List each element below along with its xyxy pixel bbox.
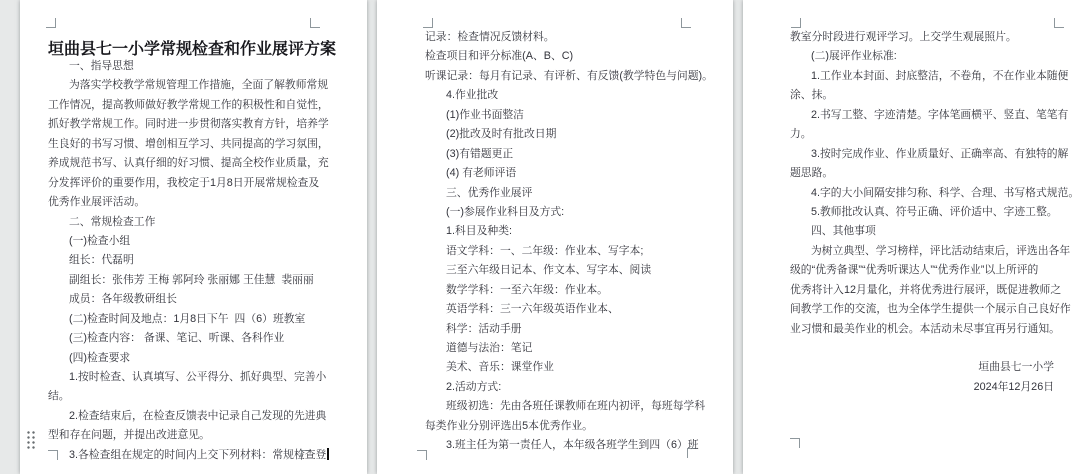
text-line[interactable] — [425, 203, 707, 222]
text-line[interactable] — [425, 320, 707, 339]
text-run: 班级初选：先由各班任课教师在班内初评，每班每学科 — [446, 400, 706, 413]
margin-mark-top-left-icon — [423, 18, 433, 28]
document-page-1[interactable] — [20, 0, 367, 474]
text-line[interactable] — [425, 28, 707, 47]
text-run: (三)检查内容： 备课、笔记、听课、各科作业 — [69, 332, 285, 345]
text-line[interactable] — [48, 368, 330, 387]
margin-mark-top-right-icon — [310, 18, 320, 28]
margin-mark-top-left-icon — [46, 18, 56, 28]
page-2-text-body[interactable] — [425, 28, 713, 456]
text-run: 2.书写工整、字迹清楚。字体笔画横平、竖直、笔笔有 — [811, 108, 1069, 121]
text-run: 垣曲县七一小学 — [978, 361, 1054, 374]
text-line[interactable] — [425, 67, 713, 86]
text-run: 养成规范书写、认真仔细的好习惯、提高全校作业质量，充 — [48, 157, 329, 170]
text-run: 结。 — [48, 390, 70, 403]
text-run: 题思路。 — [790, 167, 834, 180]
text-run: 抓好教学常规工作。同时进一步贯彻落实教育方针，培养学 — [48, 118, 329, 131]
text-line[interactable] — [425, 184, 707, 203]
text-run: 4.作业批改 — [446, 89, 499, 102]
text-run: (一)检查小组 — [69, 234, 131, 247]
text-line[interactable] — [48, 213, 330, 232]
text-line[interactable] — [790, 203, 1072, 222]
text-line[interactable] — [48, 310, 330, 329]
text-run: 间教学工作的交流，也为全体学生提供一个展示自己良好作 — [790, 303, 1071, 316]
text-run: 2024年12月26日 — [973, 380, 1054, 393]
text-run: 美术、音乐：课堂作业 — [446, 361, 554, 374]
text-run: 1.按时检查、认真填写、公平得分、抓好典型、完善小 — [69, 371, 327, 383]
text-line[interactable] — [790, 378, 1072, 397]
text-run: 数学学科：一至六年级：作业本。 — [446, 283, 608, 296]
text-run: 道德与法治：笔记 — [446, 342, 533, 354]
text-line[interactable] — [790, 184, 1080, 203]
paragraph-drag-dots-icon[interactable] — [26, 430, 36, 451]
page-1-text-body[interactable] — [48, 57, 330, 465]
text-line[interactable] — [425, 397, 707, 416]
text-run: 教室分时段进行观评学习。上交学生观展照片。 — [790, 31, 1017, 43]
text-line[interactable] — [48, 387, 330, 406]
text-run: 工作情况，提高教师做好教学常规工作的积极性和自觉性， — [48, 98, 329, 111]
text-line[interactable] — [48, 407, 330, 426]
text-line[interactable] — [48, 135, 330, 154]
text-line[interactable] — [48, 193, 330, 212]
text-run: 一、指导思想 — [69, 60, 134, 72]
text-line[interactable] — [790, 164, 1072, 183]
text-line[interactable] — [425, 106, 707, 125]
text-run: 5.教师批改认真、符号正确、评价适中、字迹工整。 — [811, 205, 1058, 218]
text-line[interactable] — [790, 222, 1072, 241]
text-line[interactable] — [48, 76, 330, 95]
text-line[interactable] — [425, 339, 707, 358]
text-line[interactable] — [48, 232, 330, 251]
text-line[interactable] — [790, 358, 1072, 377]
text-line[interactable] — [790, 339, 1072, 358]
text-run: 四、其他事项 — [811, 225, 876, 238]
text-line[interactable] — [48, 251, 330, 270]
text-line[interactable] — [425, 86, 707, 105]
text-run: 组长：代磊明 — [69, 254, 134, 267]
text-run: 每类作业分别评选出5本优秀作业。 — [425, 419, 593, 432]
text-run: 副组长：张伟芳 王梅 郭阿玲 张丽娜 王佳慧 裴丽丽 — [69, 273, 314, 286]
text-run: 听课记录：每月有记录、有评析、有反馈(教学特色与问题)。 — [425, 69, 713, 82]
text-line[interactable] — [425, 436, 707, 455]
text-run: 分发挥评价的重要作用，我校定于1月8日开展常规检查及 — [48, 176, 320, 189]
text-run: 科学：活动手册 — [446, 322, 522, 335]
text-run: 为落实学校教学常规管理工作措施，全面了解教师常规 — [69, 79, 329, 92]
text-line[interactable] — [48, 154, 330, 173]
text-line[interactable] — [425, 417, 707, 436]
text-line[interactable] — [790, 281, 1072, 300]
text-run: 英语学科：三一六年级英语作业本、 — [446, 303, 619, 316]
text-run: (四)检查要求 — [69, 351, 131, 364]
text-line[interactable] — [48, 290, 330, 309]
text-run: 2.检查结束后，在检查反馈表中记录自己发现的先进典 — [69, 409, 327, 422]
text-line[interactable] — [425, 222, 707, 241]
text-run: 三、优秀作业展评 — [446, 186, 533, 199]
margin-mark-top-right-icon — [1054, 18, 1064, 28]
text-run: (2)批改及时有批改日期 — [446, 128, 557, 141]
text-run: 优秀将计入12月量化，并将优秀进行展评，既促进教师之 — [790, 283, 1062, 296]
text-line[interactable] — [425, 47, 707, 66]
text-line[interactable] — [790, 28, 1072, 47]
document-page-2[interactable] — [377, 0, 733, 474]
document-page-3[interactable] — [743, 0, 1082, 474]
text-run: (一)参展作业科目及方式: — [446, 205, 565, 218]
text-run: 力。 — [790, 128, 812, 141]
text-line[interactable] — [790, 47, 1072, 66]
text-run: 1.工作业本封面、封底整洁，不卷角，不在作业本随便 — [811, 69, 1069, 82]
text-line[interactable] — [425, 125, 707, 144]
text-run: (4) 有老师评语 — [446, 167, 517, 180]
text-run: 3.按时完成作业、作业质量好、正确率高、有独特的解 — [811, 147, 1069, 160]
text-line[interactable] — [790, 300, 1072, 319]
text-line[interactable] — [790, 261, 1072, 280]
text-line[interactable] — [48, 57, 330, 76]
text-run: 业习惯和最美作业的机会。本活动未尽事宜再另行通知。 — [790, 322, 1060, 335]
text-line[interactable] — [425, 164, 707, 183]
margin-mark-bottom-left-icon — [790, 438, 800, 448]
text-line[interactable] — [48, 271, 330, 290]
text-run: 检查项目和评分标准(A、B、C) — [425, 50, 574, 63]
text-run: 1.科目及种类: — [446, 225, 512, 238]
text-line[interactable] — [790, 145, 1072, 164]
text-run: (二)检查时间及地点：1月8日下午 四（6）班教室 — [69, 312, 306, 325]
text-line[interactable] — [48, 329, 330, 348]
text-line[interactable] — [425, 242, 707, 261]
document-title[interactable]: 垣曲县七一小学常规检查和作业展评方案 — [48, 40, 337, 58]
text-line[interactable] — [48, 446, 330, 465]
text-line[interactable] — [790, 106, 1072, 125]
text-run: 4.字的大小间隔安排匀称、科学、合理、书写格式规范。 — [811, 186, 1080, 199]
text-line[interactable] — [790, 320, 1072, 339]
text-cursor-icon — [327, 448, 329, 460]
text-run: 语文学科：一、二年级：作业本、写字本; — [446, 244, 644, 257]
text-line[interactable] — [425, 358, 707, 377]
text-run: 三至六年级日记本、作文本、写字本、阅读 — [446, 264, 652, 277]
text-line[interactable] — [48, 96, 330, 115]
text-line[interactable] — [790, 67, 1072, 86]
text-line[interactable] — [790, 242, 1072, 261]
text-run: 2.活动方式: — [446, 380, 502, 393]
text-line[interactable] — [425, 378, 707, 397]
text-line[interactable] — [48, 349, 330, 368]
text-line[interactable] — [425, 145, 707, 164]
text-line[interactable] — [425, 300, 707, 319]
text-run: 优秀作业展评活动。 — [48, 196, 146, 209]
text-run: (3)有错题更正 — [446, 147, 514, 160]
text-line[interactable] — [790, 125, 1072, 144]
margin-mark-top-right-icon — [681, 18, 691, 28]
text-run: 记录：检查情况反馈材料。 — [425, 31, 555, 43]
text-line[interactable] — [425, 281, 707, 300]
text-line[interactable] — [790, 86, 1072, 105]
text-line[interactable] — [425, 261, 707, 280]
text-line[interactable] — [48, 426, 330, 445]
margin-mark-top-left-icon — [791, 18, 801, 28]
text-line[interactable] — [48, 174, 330, 193]
text-run: 3.各检查组在规定的时间内上交下列材料：常规检查登 — [69, 448, 327, 461]
text-run: 涂、抹。 — [790, 89, 834, 102]
text-run: (二)展评作业标准: — [811, 50, 897, 63]
page-3-text-body[interactable] — [790, 28, 1080, 397]
text-run: 级的“优秀备课”“优秀听课达人”“优秀作业”以上所评的 — [790, 264, 1039, 277]
text-run: 为树立典型、学习榜样，评比活动结束后，评选出各年 — [811, 244, 1071, 257]
text-run: 3.班主任为第一责任人，本年级各班学生到四（6）班 — [446, 439, 699, 452]
text-line[interactable] — [48, 115, 330, 134]
text-run: 型和存在问题，并提出改进意见。 — [48, 429, 210, 442]
text-run: 二、常规检查工作 — [69, 215, 156, 228]
text-run: 生良好的书写习惯、增创相互学习、共同提高的学习氛围， — [48, 137, 329, 150]
text-run: 成员：各年级教研组长 — [69, 293, 177, 306]
text-run: (1)作业书面整洁 — [446, 108, 524, 121]
